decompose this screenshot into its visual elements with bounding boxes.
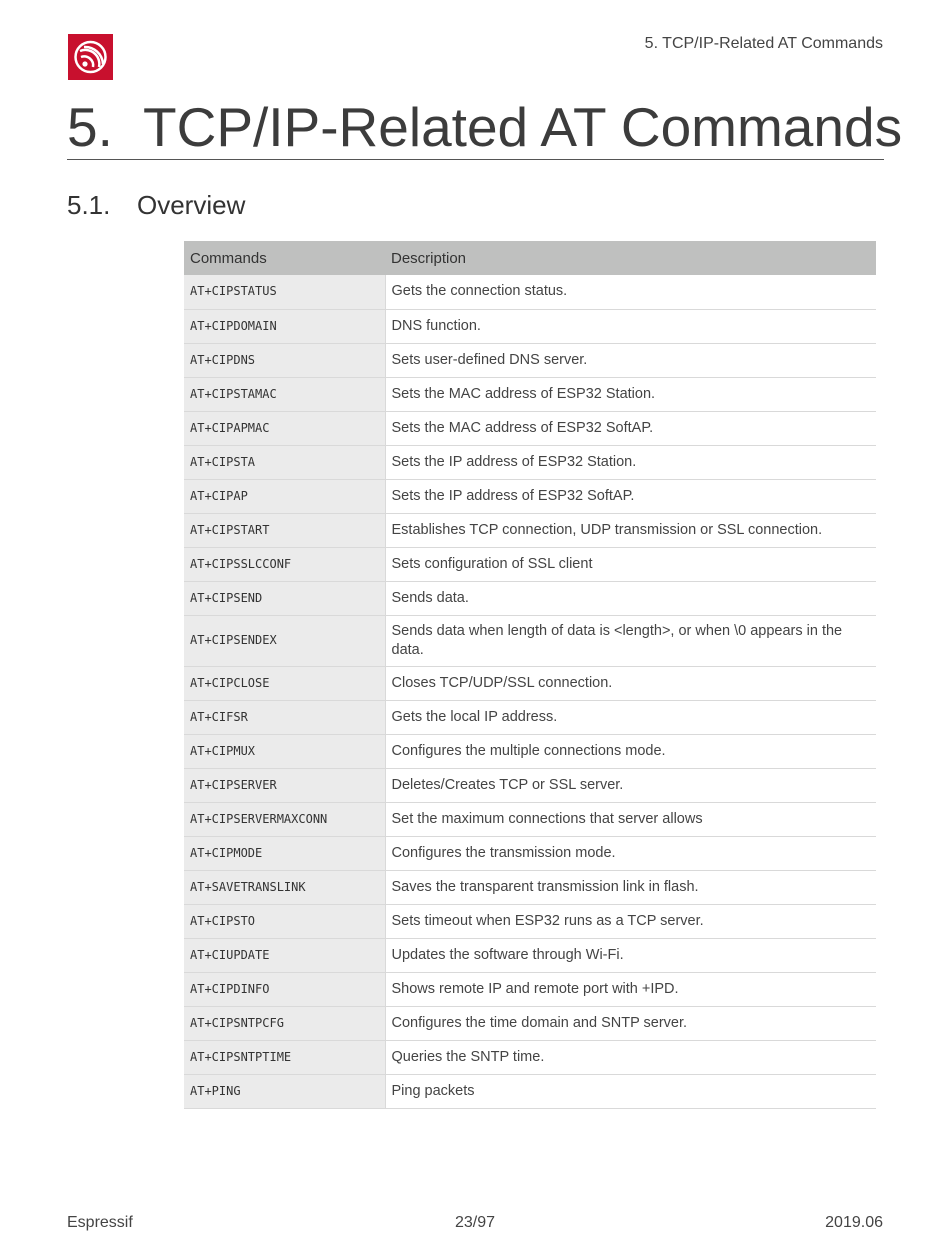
description-cell: Set the maximum connections that server allows xyxy=(385,802,876,836)
description-cell: Ping packets xyxy=(385,1074,876,1108)
description-cell: Sets configuration of SSL client xyxy=(385,547,876,581)
command-cell: AT+CIPAPMAC xyxy=(184,411,385,445)
table-row xyxy=(184,972,876,1006)
table-row xyxy=(184,275,876,309)
table-row xyxy=(184,513,876,547)
table-row xyxy=(184,836,876,870)
table-row xyxy=(184,802,876,836)
table-row xyxy=(184,615,876,666)
description-cell: Shows remote IP and remote port with +IPD. xyxy=(385,972,876,1006)
command-cell: AT+CIPSTATUS xyxy=(184,275,385,309)
command-cell: AT+CIPSNTPTIME xyxy=(184,1040,385,1074)
table-row xyxy=(184,1074,876,1108)
command-cell: AT+CIPSEND xyxy=(184,581,385,615)
description-cell: Sets the MAC address of ESP32 SoftAP. xyxy=(385,411,876,445)
command-cell: AT+CIPAP xyxy=(184,479,385,513)
command-cell: AT+CIPSSLCCONF xyxy=(184,547,385,581)
command-cell: AT+CIUPDATE xyxy=(184,938,385,972)
table-row xyxy=(184,445,876,479)
command-cell: AT+CIPDOMAIN xyxy=(184,309,385,343)
footer-date: 2019.06 xyxy=(825,1214,883,1231)
command-cell: AT+CIPSTA xyxy=(184,445,385,479)
chapter-title xyxy=(67,96,903,160)
table-header-row xyxy=(184,241,876,275)
command-cell: AT+CIFSR xyxy=(184,700,385,734)
table-row xyxy=(184,938,876,972)
description-cell: Sets timeout when ESP32 runs as a TCP server. xyxy=(385,904,876,938)
description-cell: Sets user-defined DNS server. xyxy=(385,343,876,377)
table-row xyxy=(184,666,876,700)
footer-page-number: 23/97 xyxy=(454,1214,496,1231)
description-cell: Establishes TCP connection, UDP transmission or SSL connection. xyxy=(385,513,876,547)
table-row xyxy=(184,904,876,938)
command-cell: AT+CIPSERVER xyxy=(184,768,385,802)
description-cell: Gets the local IP address. xyxy=(385,700,876,734)
table-row xyxy=(184,581,876,615)
table-row xyxy=(184,479,876,513)
description-cell: Updates the software through Wi-Fi. xyxy=(385,938,876,972)
column-header-commands: Commands xyxy=(184,241,385,275)
command-cell: AT+CIPSNTPCFG xyxy=(184,1006,385,1040)
table-row xyxy=(184,870,876,904)
table-row xyxy=(184,1040,876,1074)
commands-table xyxy=(184,241,876,1109)
command-cell: AT+CIPSENDEX xyxy=(184,615,385,666)
column-header-description: Description xyxy=(385,241,876,275)
description-cell: Deletes/Creates TCP or SSL server. xyxy=(385,768,876,802)
description-cell: Gets the connection status. xyxy=(385,275,876,309)
command-cell: AT+CIPSTAMAC xyxy=(184,377,385,411)
description-cell: DNS function. xyxy=(385,309,876,343)
description-cell: Configures the multiple connections mode. xyxy=(385,734,876,768)
table-row xyxy=(184,734,876,768)
table-row xyxy=(184,700,876,734)
command-cell: AT+CIPDINFO xyxy=(184,972,385,1006)
running-header: 5. TCP/IP-Related AT Commands xyxy=(644,35,883,52)
description-cell: Queries the SNTP time. xyxy=(385,1040,876,1074)
table-row xyxy=(184,343,876,377)
description-cell: Closes TCP/UDP/SSL connection. xyxy=(385,666,876,700)
table-row xyxy=(184,411,876,445)
table-row xyxy=(184,377,876,411)
description-cell: Sends data. xyxy=(385,581,876,615)
command-cell: AT+CIPSTART xyxy=(184,513,385,547)
chapter-number: 5. xyxy=(67,96,113,158)
description-cell: Sets the IP address of ESP32 Station. xyxy=(385,445,876,479)
table-row xyxy=(184,547,876,581)
description-cell: Configures the time domain and SNTP server. xyxy=(385,1006,876,1040)
description-cell: Sets the IP address of ESP32 SoftAP. xyxy=(385,479,876,513)
command-cell: AT+CIPMODE xyxy=(184,836,385,870)
section-number: 5.1. xyxy=(67,190,111,220)
section-title-text: Overview xyxy=(137,190,246,220)
description-cell: Sends data when length of data is <length>, or when \0 appears in the data. xyxy=(385,615,876,666)
chapter-title-text: TCP/IP-Related AT Commands xyxy=(143,96,903,158)
table-row xyxy=(184,768,876,802)
description-cell: Saves the transparent transmission link in flash. xyxy=(385,870,876,904)
table-row xyxy=(184,309,876,343)
command-cell: AT+CIPDNS xyxy=(184,343,385,377)
command-cell: AT+PING xyxy=(184,1074,385,1108)
command-cell: AT+CIPCLOSE xyxy=(184,666,385,700)
description-cell: Configures the transmission mode. xyxy=(385,836,876,870)
footer-company: Espressif xyxy=(67,1214,133,1231)
section-title xyxy=(67,190,245,221)
command-cell: AT+CIPSTO xyxy=(184,904,385,938)
description-cell: Sets the MAC address of ESP32 Station. xyxy=(385,377,876,411)
command-cell: AT+CIPSERVERMAXCONN xyxy=(184,802,385,836)
espressif-logo-icon xyxy=(68,34,113,80)
command-cell: AT+SAVETRANSLINK xyxy=(184,870,385,904)
table-row xyxy=(184,1006,876,1040)
command-cell: AT+CIPMUX xyxy=(184,734,385,768)
